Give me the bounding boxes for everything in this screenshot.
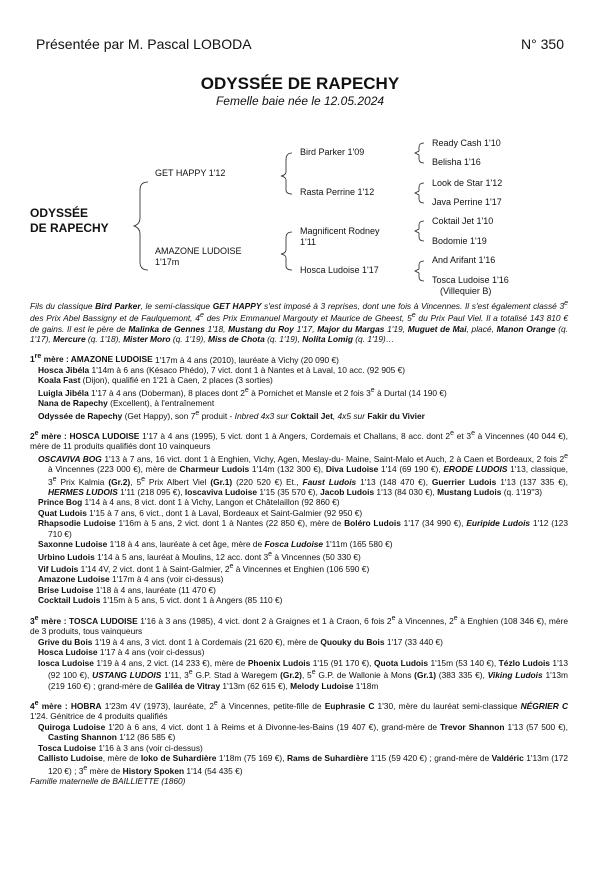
pedigree-ddd — [432, 275, 509, 297]
horse-title: ODYSSÉE DE RAPECHY — [200, 74, 400, 93]
presenter-line: Présentée par M. Pascal LOBODA — [36, 36, 252, 52]
produce-entry: Luigla Jibéla 1'17 à 4 ans (Doberman), 8 places dont 2e à Pornichet et Mansle et 2 fois 3e à Durtal (14 190 €) — [38, 386, 447, 398]
catalog-body — [30, 299, 568, 787]
pedigree-dam-line2: 1'17m — [155, 257, 180, 267]
pedigree-sire: GET HAPPY 1'12 — [155, 168, 226, 178]
produce-entry: Hosca Ludoise 1'17 à 4 ans (voir ci-dessus) — [38, 647, 205, 658]
produce-entry: Grive du Bois 1'19 à 4 ans, 3 vict. dont 1 à Cordemais (21 620 €), mère de Quouky du Bois 1'17 (33 440 €) — [38, 636, 443, 647]
pedigree-dam-line1: AMAZONE LUDOISE — [155, 246, 242, 256]
produce-entry: Callisto Ludoise, mère de Ioko de Suhardière 1'18m (75 169 €), Rams de Suhardière 1'15 (59 420 €) ; grand-mère de Valdéric 1'13m (172 120 €) ; 3e mère de History Spoken 1'14 (54 435 €) — [38, 753, 568, 776]
produce-entry: Rhapsodie Ludoise 1'16m à 5 ans, 2 vict. dont 1 à Nantes (22 850 €), mère de Boléro Ludois 1'17 (34 990 €), Euripide Ludois 1'12 (123 710 €) — [38, 518, 568, 539]
pedigree-dam-sire-line1: Magnificent Rodney — [300, 226, 380, 236]
dam-heading: 3e mère : TOSCA LUDOISE 1'16 à 3 ans (1985), 4 vict. dont 2 à Graignes et 1 à Craon, 6 fois 2e à Vincennes, 2e à Enghien (108 346 €), mère de 3 produits, tous vainqueurs — [30, 614, 568, 637]
pedigree-dam — [155, 246, 242, 268]
dam-section-2 — [30, 429, 568, 606]
sire-intro-paragraph: Fils du classique Bird Parker, le semi-classique GET HAPPY s'est imposé à 3 reprises, dont une fois à Vincennes. Il s'est également classé 3e des Prix Abel Bassigny et de Faulquemont, 4e des Prix Emmanuel Margouty et Maurice de Gheest, 5e du Prix Paul Viel. Il a totalisé 143 810 € de gains. Il est le père de Malinka de Gennes 1'18, Mustang du Roy 1'17, Major du Margas 1'19, Muguet de Mai, placé, Manon Orange (q. 1'17), Mercure (q. 1'18), Mister Moro (q. 1'19), Miss de Chota (q. 1'19), Nolita Lomig (q. 1'19)… — [30, 300, 568, 345]
produce-entry: Saxonne Ludoise 1'18 à 4 ans, lauréate à cet âge, mère de Fosca Ludoise 1'11m (165 580 €) — [38, 539, 393, 550]
pedigree-dam-sire-line2: 1'11 — [300, 237, 317, 247]
produce-entry: Tosca Ludoise 1'16 à 3 ans (voir ci-dessus) — [38, 742, 203, 753]
pedigree-sire-dam: Rasta Perrine 1'12 — [300, 187, 375, 197]
pedigree-dss: Coktail Jet 1'10 — [432, 216, 494, 226]
produce-entry: OSCAVIVA BOG 1'13 à 7 ans, 16 vict. dont 1 à Enghien, Vichy, Agen, Meslay-du- Maine, Saint-Malo et Auch, 2 à Caen et Bordeaux, 2 fois 2e à Vincennes (223 000 €), mère de Charmeur Ludois 1'14m (132 300 €), Diva Ludoise 1'14 (69 190 €), ERODE LUDOIS 1'13, classique, 3e Prix Kalmia (Gr.2), 5e Prix Albert Viel (Gr.1) (220 520 €) Et., Faust Ludois 1'13 (148 470 €), Guerrier Ludois 1'13 (137 335 €), HERMES LUDOIS 1'11 (218 095 €), Ioscaviva Ludoise 1'15 (35 570 €), Jacob Ludois 1'13 (84 030 €), Mustang Ludois (q. 1'19''3) — [38, 452, 569, 497]
dam-heading: 4e mère : HOBRA 1'23m 4V (1973), lauréate, 2e à Vincennes, petite-fille de Euphrasie C 1'30, mère du lauréat semi-classique NÉGRIER C 1'24. Génitrice de 4 produits qualifiés — [30, 700, 568, 722]
produce-entry: Brise Ludoise 1'18 à 4 ans, lauréate (11 470 €) — [38, 584, 216, 595]
dam-section-4 — [30, 699, 568, 776]
produce-entry: Quat Ludois 1'15 à 7 ans, 6 vict., dont 1 à Laval, Bordeaux et Saint-Galmier (92 950 €) — [38, 507, 363, 518]
produce-entry: Amazone Ludoise 1'17m à 4 ans (voir ci-dessus) — [38, 574, 224, 585]
maternal-family-sections — [30, 353, 568, 777]
produce-entry: Vif Ludois 1'14 4V, 2 vict. dont 1 à Saint-Galmier, 2e à Vincennes et Enghien (106 590 €) — [38, 563, 370, 574]
horse-subtitle: Femelle baie née le 12.05.2024 — [215, 94, 385, 108]
produce-entry: Hosca Jibéla 1'14m à 6 ans (Késaco Phédo), 7 vict. dont 1 à Nantes et à Laval, 10 acc. (92 905 €) — [38, 364, 406, 375]
dam-heading: 2e mère : HOSCA LUDOISE 1'17 à 4 ans (1995), 5 vict. dont 1 à Angers, Cordemais et Challans, 8 acc. dont 2e et 3e à Vincennes (40 044 €), mère de 11 produits qualifiés dont 10 vainqueurs — [30, 429, 569, 452]
pedigree-horse-name — [30, 206, 109, 236]
pedigree-sds: Look de Star 1'12 — [432, 178, 503, 188]
produce-entry: Cocktail Ludois 1'15m à 5 ans, 5 vict. dont 1 à Angers (85 110 €) — [38, 595, 283, 606]
produce-entry: Iosca Ludoise 1'19 à 4 ans, 2 vict. (14 233 €), mère de Phoenix Ludois 1'15 (91 170 €), Quota Ludois 1'15m (53 140 €), Tézlo Ludois 1'13 (92 100 €), USTANG LUDOIS 1'11, 3e G.P. Stad à Waregem (Gr.2), 5e G.P. de Wallonie à Mons (Gr.1) (383 335 €), Viking Ludois 1'13m (219 160 €) ; grand-mère de Galiléa de Vitray 1'13m (62 615 €), Melody Ludoise 1'18m — [38, 657, 568, 691]
horse-name-line2: DE RAPECHY — [30, 221, 109, 235]
pedigree-dds: And Arifant 1'16 — [432, 255, 496, 265]
horse-name-line1: ODYSSÉE — [30, 206, 89, 220]
dam-section-3 — [30, 614, 568, 691]
produce-entry: Prince Bog 1'14 à 4 ans, 8 vict. dont 1 à Vichy, Langon et Châtelaillon (92 860 €) — [38, 497, 340, 508]
pedigree-dam-sire — [300, 226, 380, 248]
dam-section-1 — [30, 353, 568, 421]
pedigree-ssd: Belisha 1'16 — [432, 157, 481, 167]
produce-entry: Urbino Ludois 1'14 à 5 ans, lauréat à Moulins, 12 acc. dont 3e à Vincennes (50 330 €) — [38, 550, 361, 562]
pedigree-dsd: Bodomie 1'19 — [432, 236, 487, 246]
dam-heading: 1re mère : AMAZONE LUDOISE 1'17m à 4 ans (2010), lauréate à Vichy (20 090 €) — [30, 353, 339, 365]
produce-entry: Nana de Rapechy (Excellent), à l'entraînement — [38, 398, 215, 409]
pedigree-ddd-line2: (Villequier B) — [440, 286, 492, 296]
produce-entry: Quiroga Ludoise 1'20 à 6 ans, 4 vict. dont 1 à Reims et à Divonne-les-Bains (19 407 €), grand-mère de Trevor Shannon 1'13 (57 500 €), Casting Shannon 1'12 (86 585 €) — [38, 721, 568, 743]
pedigree-dam-dam: Hosca Ludoise 1'17 — [300, 265, 379, 275]
pedigree-sdd: Java Perrine 1'17 — [432, 197, 502, 207]
pedigree-sss: Ready Cash 1'10 — [432, 138, 501, 148]
lot-number: N° 350 — [521, 36, 564, 52]
pedigree-sire-sire: Bird Parker 1'09 — [300, 147, 365, 157]
produce-entry: Odyssée de Rapechy (Get Happy), son 7e produit - Inbred 4x3 sur Coktail Jet, 4x5 sur Fakir du Vivier — [38, 409, 425, 421]
family-footer: Famille maternelle de BAILLIETTE (1860) — [30, 776, 186, 787]
produce-entry: Koala Fast (Dijon), qualifié en 1'21 à Caen, 2 places (3 sorties) — [38, 375, 273, 386]
pedigree-ddd-line1: Tosca Ludoise 1'16 — [432, 275, 509, 285]
